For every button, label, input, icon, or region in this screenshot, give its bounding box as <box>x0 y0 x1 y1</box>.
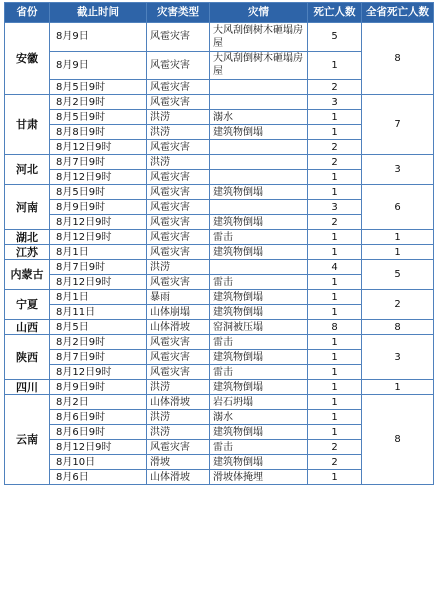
situation-cell: 雷击 <box>210 230 308 245</box>
deaths-cell: 1 <box>308 380 362 395</box>
deadline-cell: 8月12日9时 <box>50 170 147 185</box>
table-row <box>5 395 434 410</box>
deaths-cell: 1 <box>308 305 362 320</box>
province-total-cell: 8 <box>362 23 434 95</box>
situation-cell: 建筑物倒塌 <box>210 305 308 320</box>
province-total-cell: 7 <box>362 95 434 155</box>
deaths-cell: 8 <box>308 320 362 335</box>
header-deaths: 死亡人数 <box>308 3 362 23</box>
situation-cell: 溺水 <box>210 410 308 425</box>
deadline-cell: 8月5日9时 <box>50 110 147 125</box>
disaster-type-cell: 洪涝 <box>147 110 210 125</box>
disaster-type-cell: 洪涝 <box>147 380 210 395</box>
deaths-cell: 1 <box>308 125 362 140</box>
disaster-type-cell: 山体滑坡 <box>147 395 210 410</box>
situation-cell <box>210 80 308 95</box>
table-body <box>5 23 434 485</box>
disaster-type-cell: 山体崩塌 <box>147 305 210 320</box>
situation-cell: 建筑物倒塌 <box>210 185 308 200</box>
deadline-cell: 8月11日 <box>50 305 147 320</box>
header-situation: 灾情 <box>210 3 308 23</box>
province-total-cell: 1 <box>362 380 434 395</box>
province-name: 陕西 <box>5 335 50 380</box>
deadline-cell: 8月1日 <box>50 290 147 305</box>
province-name: 湖北 <box>5 230 50 245</box>
province-total-cell: 2 <box>362 290 434 320</box>
deadline-cell: 8月2日9时 <box>50 335 147 350</box>
province-total-cell: 6 <box>362 185 434 230</box>
disaster-type-cell: 洪涝 <box>147 410 210 425</box>
province-name: 四川 <box>5 380 50 395</box>
situation-cell: 建筑物倒塌 <box>210 245 308 260</box>
situation-cell: 雷击 <box>210 275 308 290</box>
deaths-cell: 1 <box>308 425 362 440</box>
deaths-cell: 5 <box>308 23 362 52</box>
deaths-cell: 1 <box>308 365 362 380</box>
deadline-cell: 8月5日9时 <box>50 185 147 200</box>
deadline-cell: 8月7日9时 <box>50 350 147 365</box>
disaster-type-cell: 风雹灾害 <box>147 80 210 95</box>
province-name: 宁夏 <box>5 290 50 320</box>
deadline-cell: 8月9日9时 <box>50 380 147 395</box>
disaster-type-cell: 风雹灾害 <box>147 185 210 200</box>
province-name: 安徽 <box>5 23 50 95</box>
deaths-cell: 3 <box>308 200 362 215</box>
header-province: 省份 <box>5 3 50 23</box>
situation-cell: 建筑物倒塌 <box>210 290 308 305</box>
situation-cell: 建筑物倒塌 <box>210 425 308 440</box>
deaths-cell: 1 <box>308 230 362 245</box>
disaster-type-cell: 洪涝 <box>147 155 210 170</box>
deaths-cell: 1 <box>308 470 362 485</box>
deaths-cell: 1 <box>308 51 362 80</box>
situation-cell: 建筑物倒塌 <box>210 380 308 395</box>
deaths-cell: 1 <box>308 335 362 350</box>
disaster-type-cell: 山体滑坡 <box>147 320 210 335</box>
province-name: 江苏 <box>5 245 50 260</box>
disaster-type-cell: 风雹灾害 <box>147 215 210 230</box>
disaster-type-cell: 风雹灾害 <box>147 95 210 110</box>
table-row <box>5 155 434 170</box>
deadline-cell: 8月12日9时 <box>50 440 147 455</box>
deaths-cell: 1 <box>308 170 362 185</box>
disaster-type-cell: 暴雨 <box>147 290 210 305</box>
deadline-cell: 8月12日9时 <box>50 365 147 380</box>
table-row <box>5 245 434 260</box>
situation-cell: 雷击 <box>210 365 308 380</box>
disaster-type-cell: 洪涝 <box>147 260 210 275</box>
disaster-type-cell: 洪涝 <box>147 425 210 440</box>
situation-cell: 大风刮倒树木砸塌房屋 <box>210 23 308 52</box>
table-row <box>5 380 434 395</box>
table-row <box>5 290 434 305</box>
table-row <box>5 230 434 245</box>
deadline-cell: 8月10日 <box>50 455 147 470</box>
situation-cell <box>210 260 308 275</box>
province-total-cell: 8 <box>362 395 434 485</box>
deadline-cell: 8月5日9时 <box>50 80 147 95</box>
deadline-cell: 8月9日 <box>50 23 147 52</box>
table-row <box>5 335 434 350</box>
province-total-cell: 3 <box>362 155 434 185</box>
situation-cell: 滑坡体掩埋 <box>210 470 308 485</box>
deadline-cell: 8月6日9时 <box>50 425 147 440</box>
deadline-cell: 8月9日9时 <box>50 200 147 215</box>
province-name: 河北 <box>5 155 50 185</box>
disaster-type-cell: 洪涝 <box>147 125 210 140</box>
table-row <box>5 260 434 275</box>
province-total-cell: 1 <box>362 230 434 245</box>
deaths-cell: 2 <box>308 140 362 155</box>
deadline-cell: 8月12日9时 <box>50 230 147 245</box>
deaths-cell: 1 <box>308 245 362 260</box>
province-name: 云南 <box>5 395 50 485</box>
deadline-cell: 8月12日9时 <box>50 140 147 155</box>
disaster-type-cell: 风雹灾害 <box>147 350 210 365</box>
province-name: 山西 <box>5 320 50 335</box>
deaths-cell: 1 <box>308 185 362 200</box>
deadline-cell: 8月12日9时 <box>50 275 147 290</box>
deaths-cell: 4 <box>308 260 362 275</box>
situation-cell: 建筑物倒塌 <box>210 125 308 140</box>
table-row <box>5 23 434 52</box>
situation-cell: 溺水 <box>210 110 308 125</box>
deadline-cell: 8月1日 <box>50 245 147 260</box>
deaths-cell: 2 <box>308 80 362 95</box>
deadline-cell: 8月8日9时 <box>50 125 147 140</box>
situation-cell <box>210 170 308 185</box>
table-row <box>5 95 434 110</box>
province-total-cell: 5 <box>362 260 434 290</box>
deadline-cell: 8月6日9时 <box>50 410 147 425</box>
situation-cell: 雷击 <box>210 335 308 350</box>
province-name: 内蒙古 <box>5 260 50 290</box>
disaster-type-cell: 风雹灾害 <box>147 335 210 350</box>
deadline-cell: 8月7日9时 <box>50 155 147 170</box>
deaths-cell: 1 <box>308 275 362 290</box>
deaths-cell: 1 <box>308 395 362 410</box>
deadline-cell: 8月9日 <box>50 51 147 80</box>
disaster-type-cell: 滑坡 <box>147 455 210 470</box>
deadline-cell: 8月6日 <box>50 470 147 485</box>
deadline-cell: 8月7日9时 <box>50 260 147 275</box>
province-total-cell: 8 <box>362 320 434 335</box>
disaster-type-cell: 风雹灾害 <box>147 200 210 215</box>
header-province-total: 全省死亡人数 <box>362 3 434 23</box>
deadline-cell: 8月2日 <box>50 395 147 410</box>
table-row <box>5 185 434 200</box>
situation-cell: 大风刮倒树木砸塌房屋 <box>210 51 308 80</box>
situation-cell: 建筑物倒塌 <box>210 350 308 365</box>
deaths-cell: 2 <box>308 155 362 170</box>
disaster-type-cell: 风雹灾害 <box>147 230 210 245</box>
deadline-cell: 8月2日9时 <box>50 95 147 110</box>
situation-cell: 窑洞被压塌 <box>210 320 308 335</box>
disaster-type-cell: 风雹灾害 <box>147 23 210 52</box>
deaths-cell: 1 <box>308 290 362 305</box>
province-total-cell: 1 <box>362 245 434 260</box>
situation-cell <box>210 95 308 110</box>
disaster-type-cell: 风雹灾害 <box>147 275 210 290</box>
province-total-cell: 3 <box>362 335 434 380</box>
header-disaster-type: 灾害类型 <box>147 3 210 23</box>
disaster-type-cell: 风雹灾害 <box>147 440 210 455</box>
deaths-cell: 2 <box>308 440 362 455</box>
disaster-type-cell: 风雹灾害 <box>147 140 210 155</box>
situation-cell <box>210 200 308 215</box>
deadline-cell: 8月5日 <box>50 320 147 335</box>
situation-cell: 岩石坍塌 <box>210 395 308 410</box>
situation-cell: 建筑物倒塌 <box>210 455 308 470</box>
header-deadline: 截止时间 <box>50 3 147 23</box>
deaths-cell: 1 <box>308 110 362 125</box>
deaths-cell: 1 <box>308 350 362 365</box>
disaster-type-cell: 风雹灾害 <box>147 51 210 80</box>
situation-cell <box>210 140 308 155</box>
situation-cell <box>210 155 308 170</box>
table-row <box>5 320 434 335</box>
disaster-type-cell: 风雹灾害 <box>147 365 210 380</box>
deadline-cell: 8月12日9时 <box>50 215 147 230</box>
disaster-type-cell: 风雹灾害 <box>147 245 210 260</box>
deaths-cell: 2 <box>308 455 362 470</box>
disaster-type-cell: 山体滑坡 <box>147 470 210 485</box>
casualty-table <box>4 2 434 485</box>
deaths-cell: 2 <box>308 215 362 230</box>
disaster-type-cell: 风雹灾害 <box>147 170 210 185</box>
casualty-table-container <box>4 2 433 485</box>
deaths-cell: 3 <box>308 95 362 110</box>
situation-cell: 建筑物倒塌 <box>210 215 308 230</box>
deaths-cell: 1 <box>308 410 362 425</box>
province-name: 甘肃 <box>5 95 50 155</box>
province-name: 河南 <box>5 185 50 230</box>
situation-cell: 雷击 <box>210 440 308 455</box>
table-header-row <box>5 3 434 23</box>
